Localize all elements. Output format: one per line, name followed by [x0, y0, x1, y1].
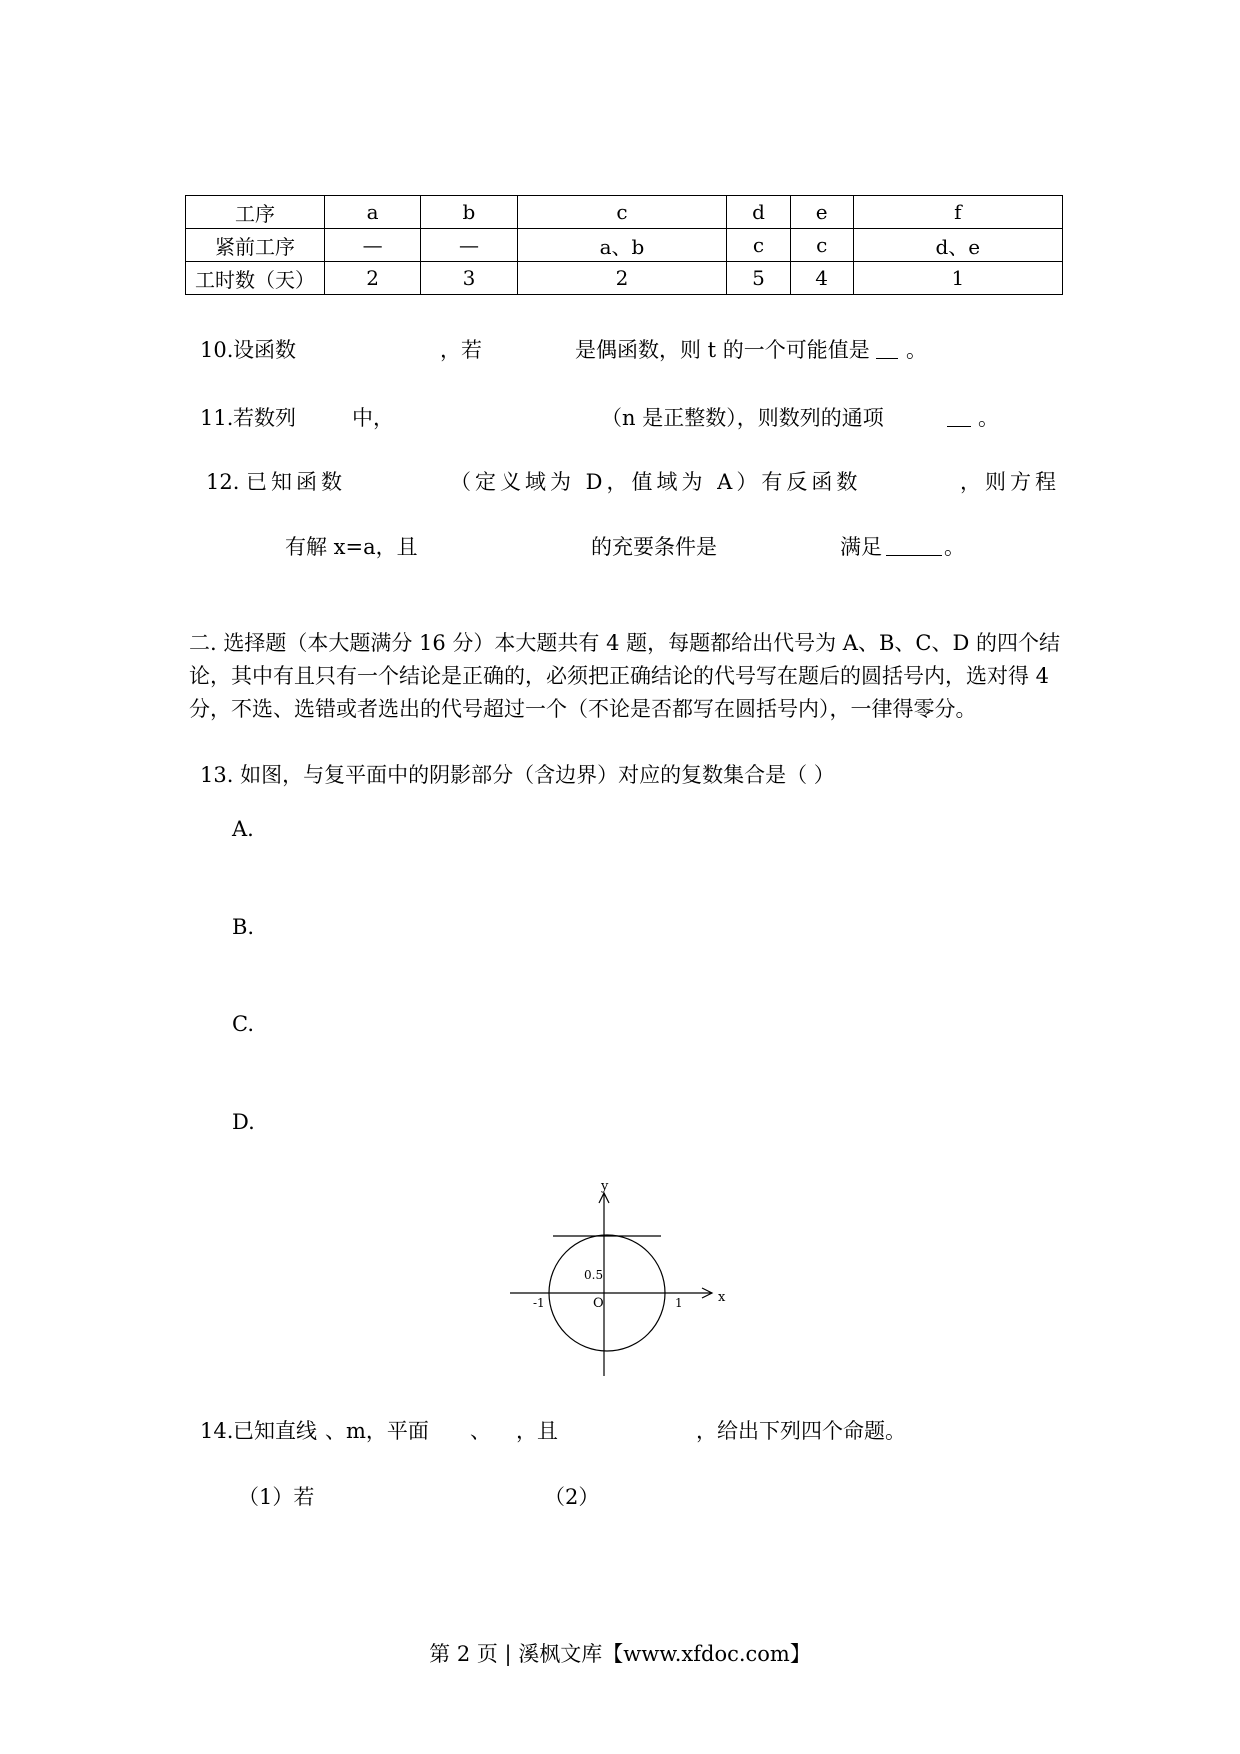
- answer-blank: [886, 537, 942, 560]
- table-cell: a: [325, 196, 421, 229]
- question-text: 满足: [840, 535, 882, 559]
- statement-1: （1）若: [238, 1485, 315, 1509]
- option-a: A.: [232, 817, 254, 841]
- statement-2: （2）: [544, 1485, 600, 1509]
- question-text: ，给出下列四个命题。: [696, 1419, 906, 1443]
- row-header: 工时数（天）: [186, 262, 325, 295]
- question-text: 中，: [352, 406, 394, 430]
- question-end: 。: [906, 338, 927, 362]
- x-axis-label: x: [718, 1290, 726, 1305]
- table-cell: 2: [517, 262, 727, 295]
- table-row: [186, 196, 1063, 229]
- question-number: 10.: [200, 338, 234, 362]
- table-cell: d、e: [853, 229, 1062, 262]
- table-row: [186, 229, 1063, 262]
- question-end: 。: [978, 406, 999, 430]
- tick-label-one: 1: [675, 1296, 683, 1310]
- question-text: 有解 x=a，且: [285, 535, 418, 559]
- table-cell: d: [727, 196, 790, 229]
- question-text: 若数列: [233, 406, 296, 430]
- question-text: 设函数: [233, 338, 296, 362]
- shaded-region: [557, 1200, 675, 1236]
- table-cell: 1: [853, 262, 1062, 295]
- question-number: 14.: [200, 1419, 234, 1443]
- question-number: 11.: [200, 406, 234, 430]
- origin-label: O: [593, 1296, 604, 1311]
- table-cell: f: [853, 196, 1062, 229]
- complex-plane-figure: [505, 1180, 745, 1380]
- question-text: 是偶函数，则 t 的一个可能值是: [575, 338, 870, 362]
- tick-label-half: 0.5: [584, 1268, 604, 1282]
- answer-blank: [947, 408, 971, 431]
- question-end: 。: [944, 535, 965, 559]
- table-cell: 3: [421, 262, 517, 295]
- option-d: D.: [232, 1110, 255, 1134]
- question-text: 已知直线: [233, 1419, 317, 1443]
- table-cell: 4: [790, 262, 853, 295]
- table-cell: 2: [325, 262, 421, 295]
- question-text: ，则方程: [960, 470, 1060, 494]
- answer-blank: [876, 340, 898, 363]
- question-text: （n 是正整数），则数列的通项: [601, 406, 884, 430]
- page-footer: 第 2 页 | 溪枫文库【www.xfdoc.com】: [429, 1642, 811, 1666]
- question-text: 的充要条件是: [591, 535, 717, 559]
- process-table: [185, 195, 1063, 295]
- question-text: （定义域为 D，值域为 A）有反函数: [450, 470, 862, 494]
- table-cell: b: [421, 196, 517, 229]
- tick-label-neg-one: -1: [533, 1296, 545, 1310]
- option-c: C.: [232, 1012, 254, 1036]
- table-cell: c: [517, 196, 727, 229]
- table-cell: 5: [727, 262, 790, 295]
- question-text: 、: [470, 1419, 491, 1443]
- table-cell: c: [727, 229, 790, 262]
- table-cell: e: [790, 196, 853, 229]
- question-text: 、m，平面: [325, 1419, 429, 1443]
- row-header: 紧前工序: [186, 229, 325, 262]
- question-text: ，若: [440, 338, 482, 362]
- question-text: ，且: [516, 1419, 558, 1443]
- table-cell: a、b: [517, 229, 727, 262]
- question-number: 12.: [206, 470, 240, 494]
- option-b: B.: [232, 915, 255, 939]
- question-text: 13. 如图，与复平面中的阴影部分（含边界）对应的复数集合是（ ）: [200, 763, 835, 787]
- table-cell: —: [325, 229, 421, 262]
- row-header: 工序: [186, 196, 325, 229]
- question-text: 已知函数: [246, 470, 346, 494]
- section-2-instructions: 二. 选择题（本大题满分 16 分）本大题共有 4 题，每题都给出代号为 A、B、C、D 的四个结论，其中有且只有一个结论是正确的，必须把正确结论的代号写在题后的圆括号内，选对得 4 分，不选、选错或者选出的代号超过一个（不论是否都写在圆括号内），一律得零分。: [189, 631, 1060, 721]
- y-axis-label: y: [601, 1180, 609, 1194]
- table-cell: —: [421, 229, 517, 262]
- table-cell: c: [790, 229, 853, 262]
- table-row: [186, 262, 1063, 295]
